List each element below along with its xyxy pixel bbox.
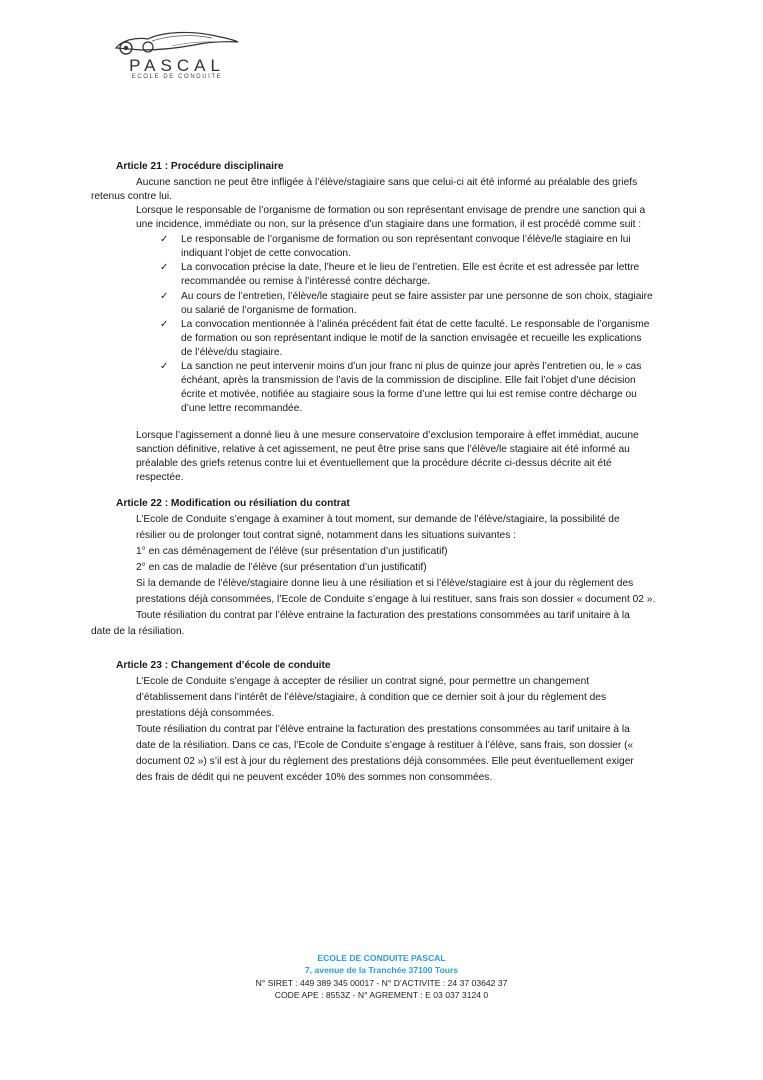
footer-siret: N° SIRET : 449 389 345 00017 - N° D’ACTIVITE : 24 37 03642 37: [255, 977, 508, 988]
paragraph-line: L’Ecole de Conduite s’engage à accepter de résilier un contrat signé, pour permettre un changement: [136, 676, 590, 687]
article-22-title: Article 22 : Modification ou résiliation du contrat: [116, 498, 350, 509]
paragraph-line: Lorsque le responsable de l’organisme de formation ou son représentant envisage de prendre une sanction qui a: [136, 205, 646, 216]
paragraph-line: Si la demande de l’élève/stagiaire donne lieu à une résiliation et si l’élève/stagiaire est à jour du règlement des: [136, 578, 634, 589]
paragraph-line: L’Ecole de Conduite s’engage à examiner à tout moment, sur demande de l’élève/stagiaire, la possibilité de: [136, 514, 620, 525]
footer-address: 7, avenue de la Tranchée 37100 Tours: [304, 965, 459, 976]
paragraph-line: des frais de dédit qui ne peuvent excéder 10% des sommes non consommées.: [136, 772, 493, 783]
bullet-line: de l’élève/du stagiaire.: [181, 347, 283, 358]
paragraph-line: 1° en cas déménagement de l’élève (sur présentation d’un justificatif): [136, 546, 448, 557]
bullet-line: d’une lettre recommandée.: [181, 403, 303, 414]
paragraph-line: 2° en cas de maladie de l’élève (sur présentation d’un justificatif): [136, 562, 427, 573]
bullet-line: écrite et motivée, notifiée au stagiaire sous la forme d’une lettre qui lui est remise contre décharge ou: [181, 389, 637, 400]
checkmark-icon: ✓: [160, 291, 169, 302]
checkmark-icon: ✓: [160, 234, 169, 245]
bullet-line: recommandée ou remise à l’intéressé contre décharge.: [181, 276, 431, 287]
bullet-line: La sanction ne peut intervenir moins d’un jour franc ni plus de quinze jour après l’entretien ou, le » cas: [181, 361, 642, 372]
bullet-line: de formation ou son représentant indique le motif de la sanction envisagée et recueille les explications: [181, 333, 642, 344]
checkmark-icon: ✓: [160, 361, 169, 372]
article-21-title: Article 21 : Procédure disciplinaire: [116, 161, 284, 172]
logo-subtitle: ECOLE DE CONDUITE: [131, 74, 223, 80]
car-silhouette-icon: [112, 26, 242, 60]
paragraph-line: d’établissement dans l’intérêt de l’élève/stagiaire, à condition que ce dernier soit à jour du règlement des: [136, 692, 607, 703]
paragraph-line: résilier ou de prolonger tout contrat signé, notamment dans les situations suivantes :: [136, 530, 516, 541]
paragraph-line: prestations déjà consommées, l’Ecole de Conduite s’engage à lui restituer, sans frais son dossier « document 02 ».: [136, 594, 656, 605]
bullet-line: Le responsable de l’organisme de formation ou son représentant convoque l’élève/le stagiaire en lui: [181, 234, 631, 245]
paragraph-line: document 02 ») s’il est à jour du règlement des prestations déjà consommées. Elle peut éventuellement exiger: [136, 756, 634, 767]
paragraph-line: une incidence, immédiate ou non, sur la présence d’un stagiaire dans une formation, il est procédé comme suit :: [136, 219, 642, 230]
bullet-line: ou salarié de l’organisme de formation.: [181, 305, 357, 316]
article-23-title: Article 23 : Changement d’école de conduite: [116, 660, 331, 671]
company-logo: [112, 26, 242, 84]
paragraph-line: retenus contre lui.: [91, 191, 172, 202]
paragraph-line: préalable des griefs retenus contre lui et éventuellement que la procédure décrite ci-dessus décrite ait été: [136, 458, 612, 469]
paragraph-line: date de la résiliation.: [91, 626, 185, 637]
paragraph-line: prestations déjà consommées.: [136, 708, 275, 719]
logo-name: PASCAL: [129, 56, 225, 75]
footer-company-name: ECOLE DE CONDUITE PASCAL: [317, 953, 446, 963]
checkmark-icon: ✓: [160, 319, 169, 330]
footer-ape: CODE APE : 8553Z - N° AGREMENT : E 03 037 3124 0: [274, 989, 489, 1000]
paragraph-line: respectée.: [136, 472, 184, 483]
paragraph-line: Toute résiliation du contrat par l’élève entraine la facturation des prestations consommées au tarif unitaire à la: [136, 610, 630, 621]
checkmark-icon: ✓: [160, 262, 169, 273]
bullet-line: Au cours de l’entretien, l’élève/le stagiaire peut se faire assister par une personne de son choix, stagiaire: [181, 291, 653, 302]
bullet-line: La convocation mentionnée à l’alinéa précédent fait état de cette faculté. Le responsable de l’organisme: [181, 319, 650, 330]
bullet-line: échéant, après la transmission de l’avis de la commission de discipline. Elle fait l’objet d’une décision: [181, 375, 636, 386]
paragraph-line: date de la résiliation. Dans ce cas, l’Ecole de Conduite s’engage à restituer à l’élève, sans frais, son dossier («: [136, 740, 634, 751]
paragraph-line: sanction définitive, relative à cet agissement, ne peut être prise sans que l’élève/le stagiaire ait été informé au: [136, 444, 630, 455]
paragraph-line: Toute résiliation du contrat par l’élève entraine la facturation des prestations consommées au tarif unitaire à la: [136, 724, 630, 735]
bullet-line: La convocation précise la date, l’heure et le lieu de l’entretien. Elle est écrite et est adressée par lettre: [181, 262, 640, 273]
paragraph-line: Lorsque l’agissement a donné lieu à une mesure conservatoire d’exclusion temporaire à effet immédiat, aucune: [136, 430, 639, 441]
bullet-line: indiquant l’objet de cette convocation.: [181, 248, 351, 259]
page-footer: [0, 952, 763, 1001]
paragraph-line: Aucune sanction ne peut être infligée à l’élève/stagiaire sans que celui-ci ait été informé au préalable des griefs: [136, 177, 638, 188]
